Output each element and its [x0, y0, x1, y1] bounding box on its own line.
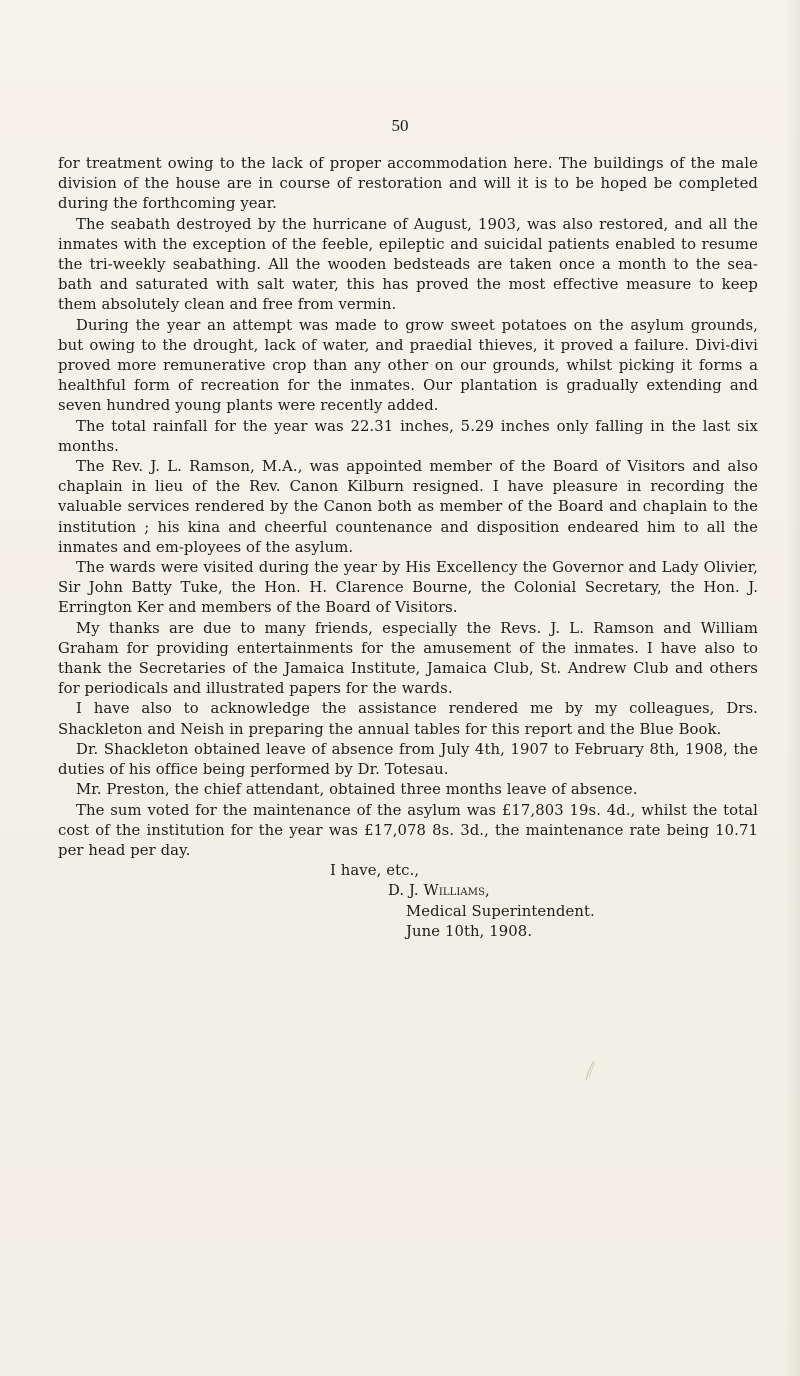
paragraph-leave-shackleton: Dr. Shackleton obtained leave of absence from July 4th, 1907 to February 8th, 1908, the duties of his office being performed by Dr. Totesau. — [58, 740, 758, 779]
paragraph-rainfall: The total rainfall for the year was 22.31 inches, 5.29 inches only falling in the last six months. — [58, 417, 758, 455]
signature-title: Medical Superintendent. — [406, 902, 595, 920]
stray-pen-mark — [584, 1060, 598, 1082]
page-number: 50 — [391, 116, 409, 135]
paragraph-colleagues: I have also to acknowledge the assistance rendered me by my colleagues, Drs. Shackleton and Neish in preparing the annual tables for this report and the Blue Book. — [58, 700, 758, 738]
paragraph-leave-preston: Mr. Preston, the chief attendant, obtained three months leave of absence. — [76, 781, 638, 799]
signature-date: June 10th, 1908. — [406, 922, 533, 940]
pen-mark-icon — [584, 1060, 598, 1082]
paragraph-seabath: The seabath destroyed by the hurricane of August, 1903, was also restored, and all the inmates with the exception of the feeble, epileptic and suicidal patients enabled to resume the tri-weekly seabathing. All the wooden bedsteads are taken once a month to the sea-bath and saturated with salt water, this has proved the most effective measure to keep them absolutely clean and free from vermin. — [58, 215, 758, 314]
paragraph-maintenance: The sum voted for the maintenance of the asylum was £17,803 19s. 4d., whilst the total cost of the institution for the year was £17,078 8s. 3d., the maintenance rate being 10.71 per head per day. — [58, 801, 758, 859]
paragraph-chaplain: The Rev. J. L. Ramson, M.A., was appointed member of the Board of Visitors and also chaplain in lieu of the Rev. Canon Kilburn resigned. I have pleasure in recording the valuable services rendered by the Canon both as member of the Board and chaplain to the institution ; his kina and cheerful countenance and disposition endeared him to all the inmates and em-ployees of the asylum. — [58, 458, 758, 556]
closing-salutation: I have, etc., — [330, 862, 420, 880]
paragraph-visitors: The wards were visited during the year by His Excellency the Governor and Lady Olivier, Sir John Batty Tuke, the Hon. H. Clarence Bourne, the Colonial Secretary, the Hon. J. Errington Ker and members of the Board of Visitors. — [58, 559, 758, 617]
report-body — [58, 154, 758, 942]
paragraph-thanks: My thanks are due to many friends, especially the Revs. J. L. Ramson and William Graham for providing entertainments for the amusement of the inmates. I have also to thank the Secretaries of the Jamaica Institute, Jamaica Club, St. Andrew Club and others for periodicals and illustrated papers for the wards. — [58, 619, 758, 698]
signature-name: D. J. Williams, — [388, 882, 490, 900]
paragraph-potatoes: During the year an attempt was made to grow sweet potatoes on the asylum grounds, but owing to the drought, lack of water, and praedial thieves, it proved a failure. Divi-divi proved more remunerative crop than any other on our grounds, whilst picking it forms a healthful form of recreation for the inmates. Our plantation is gradually extending and seven hundred young plants were recently added. — [58, 316, 758, 415]
paragraph-accommodation: for treatment owing to the lack of proper accommodation here. The buildings of the male division of the house are in course of restoration and will it is to be hoped be completed during the forthcoming year. — [58, 155, 758, 213]
page-edge-shadow — [786, 0, 800, 1376]
